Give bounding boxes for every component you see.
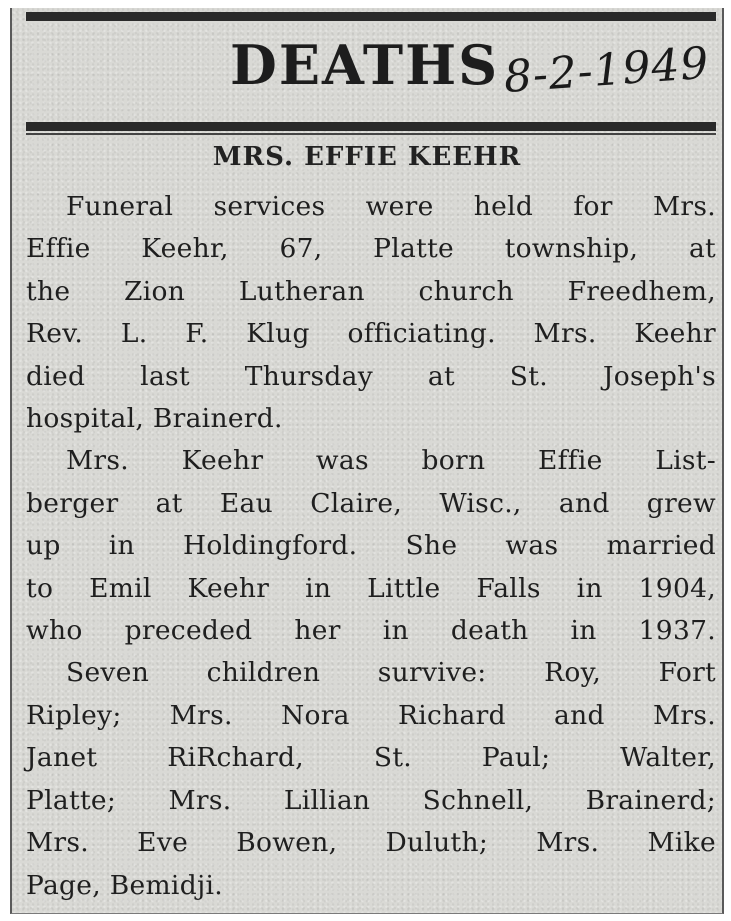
heading-rule-thin (26, 133, 716, 135)
text-line: the Zion Lutheran church Freedhem, (26, 275, 716, 307)
text-line: Effie Keehr, 67, Platte township, at (26, 233, 716, 265)
paragraph-2 (26, 440, 716, 652)
heading-rule (26, 122, 716, 131)
text-line: berger at Eau Claire, Wisc., and grew (26, 487, 716, 519)
text-line: hospital, Brainerd. (26, 403, 283, 435)
text-line: Platte; Mrs. Lillian Schnell, Brainerd; (26, 784, 716, 816)
handwritten-date: 8-2-1949 (502, 37, 711, 103)
text-line: who preceded her in death in 1937. (26, 615, 716, 647)
newspaper-clipping (10, 8, 724, 914)
text-line: Rev. L. F. Klug officiating. Mrs. Keehr (26, 318, 716, 350)
text-line: to Emil Keehr in Little Falls in 1904, (26, 572, 716, 604)
text-line: died last Thursday at St. Joseph's (26, 360, 716, 392)
text-line: up in Holdingford. She was married (26, 530, 716, 562)
text-line: Seven children survive: Roy, Fort (66, 657, 716, 689)
text-line: Funeral services were held for Mrs. (66, 191, 716, 222)
text-line: Mrs. Keehr was born Effie List- (66, 445, 716, 477)
obituary-body (26, 186, 716, 907)
text-line: Ripley; Mrs. Nora Richard and Mrs. (26, 699, 716, 731)
text-line: Page, Bemidji. (26, 869, 223, 901)
text-line: Mrs. Eve Bowen, Duluth; Mrs. Mike (26, 827, 716, 859)
text-line: Janet RiRchard, St. Paul; Walter, (26, 742, 716, 774)
obituary-title: MRS. EFFIE KEEHR (212, 142, 522, 172)
section-heading: DEATHS (230, 33, 500, 97)
paragraph-3 (26, 652, 716, 906)
top-rule (26, 12, 716, 21)
paragraph-1 (26, 186, 716, 440)
